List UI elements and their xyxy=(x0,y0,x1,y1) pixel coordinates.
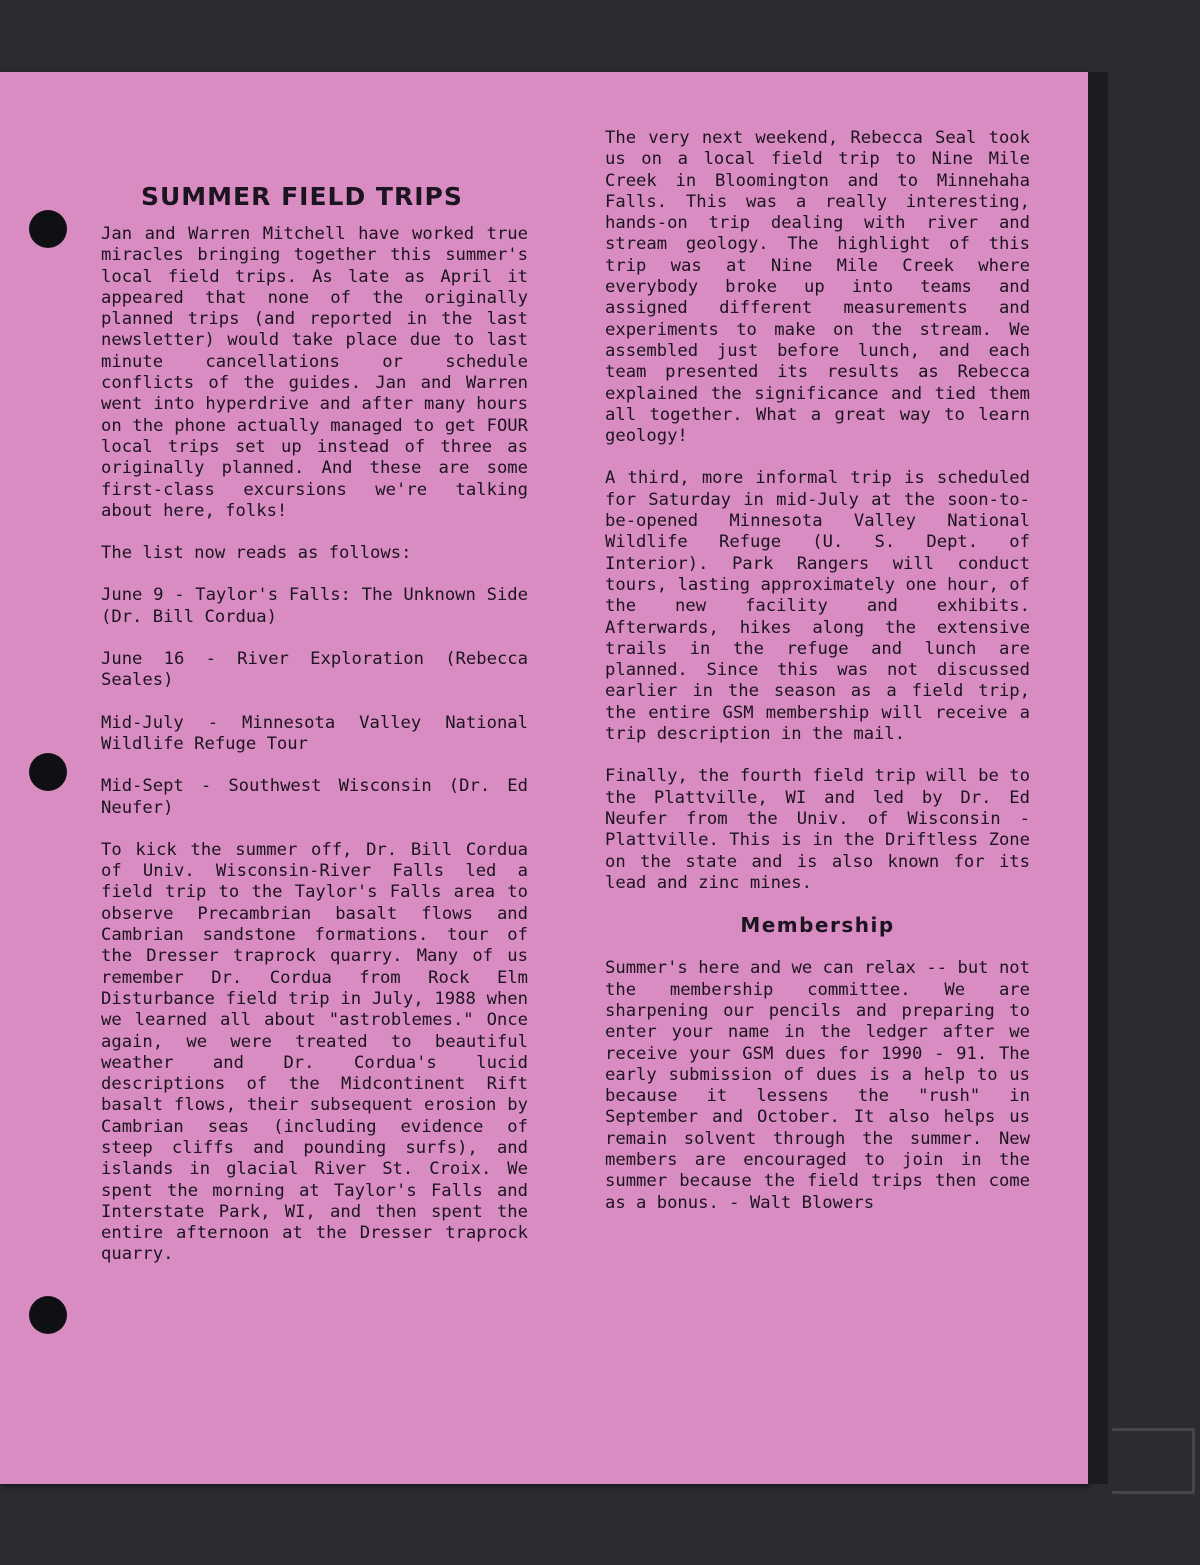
scan-edge-mark xyxy=(1112,1428,1195,1494)
page-title: SUMMER FIELD TRIPS xyxy=(141,182,463,211)
binder-hole-bottom xyxy=(29,1296,67,1334)
kickoff-paragraph: To kick the summer off, Dr. Bill Cordua of Univ. Wisconsin-River Falls led a field trip to the Taylor's Falls area to observe Precambrian basalt flows and Cambrian sandstone formations. tour of the Dresser traprock quarry. Many of us remember Dr. Cordua from Rock Elm Disturbance field trip in July, 1988 when we learned all about "astroblemes." Once again, we were treated to beautiful weather and Dr. Cordua's lucid descriptions of the Midcontinent Rift basalt flows, their subsequent erosion by Cambrian seas (including evidence of steep cliffs and pounding surfs), and islands in glacial River St. Croix. We spent the morning at Taylor's Falls and Interstate Park, WI, and then spent the entire afternoon at the Dresser traprock quarry. xyxy=(101,839,528,1265)
fourth-trip-paragraph: Finally, the fourth field trip will be to the Plattville, WI and led by Dr. Ed Neufer from the Univ. of Wisconsin - Plattville. This is in the Driftless Zone on the state and is also known for its lead and zinc mines. xyxy=(605,766,1030,893)
membership-paragraph: Summer's here and we can relax -- but not the membership committee. We are sharpening our pencils and preparing to enter your name in the ledger after we receive your GSM dues for 1990 - 91. The early submission of dues is a help to us because it lessens the "rush" in September and October. It also helps us remain solvent through the summer. New members are encouraged to join in the summer because the field trips then come as a bonus. - Walt Blowers xyxy=(605,958,1030,1213)
trip-item: June 16 - River Exploration (Rebecca Seales) xyxy=(101,649,528,691)
binder-hole-middle xyxy=(29,753,67,791)
intro-paragraph: Jan and Warren Mitchell have worked true miracles bringing together this summer's local field trips. As late as April it appeared that none of the originally planned trips (and reported in the last newsletter) would take place due to last minute cancellations or schedule conflicts of the guides. Jan and Warren went into hyperdrive and after many hours on the phone actually managed to get FOUR local trips set up instead of three as originally planned. And these are some first-class excursions we're talking about here, folks! xyxy=(101,224,528,521)
trip-item: Mid-Sept - Southwest Wisconsin (Dr. Ed Neufer) xyxy=(101,776,528,818)
left-column xyxy=(101,180,528,1287)
trip-item: June 9 - Taylor's Falls: The Unknown Side (Dr. Bill Cordua) xyxy=(101,585,528,627)
list-intro: The list now reads as follows: xyxy=(101,543,412,564)
page-edge-shadow xyxy=(1088,72,1108,1484)
right-column xyxy=(605,128,1030,1235)
trip-item: Mid-July - Minnesota Valley National Wildlife Refuge Tour xyxy=(101,712,528,754)
membership-heading: Membership xyxy=(740,913,895,938)
third-trip-paragraph: A third, more informal trip is scheduled for Saturday in mid-July at the soon-to-be-opened Minnesota Valley National Wildlife Refuge (U. S. Dept. of Interior). Park Rangers will conduct tours, lasting approximately one hour, of the new facility and exhibits. Afterwards, hikes along the extensive trails in the refuge and lunch are planned. Since this was not discussed earlier in the season as a field trip, the entire GSM membership will receive a trip description in the mail. xyxy=(605,468,1030,745)
second-trip-paragraph: The very next weekend, Rebecca Seal took us on a local field trip to Nine Mile Creek in Bloomington and to Minnehaha Falls. This was a really interesting, hands-on trip dealing with river and stream geology. The highlight of this trip was at Nine Mile Creek where everybody broke up into teams and assigned different measurements and experiments to make on the stream. We assembled just before lunch, and each team presented its results as Rebecca explained the significance and tied them all together. What a great way to learn geology! xyxy=(605,128,1030,447)
binder-hole-top xyxy=(29,210,67,248)
